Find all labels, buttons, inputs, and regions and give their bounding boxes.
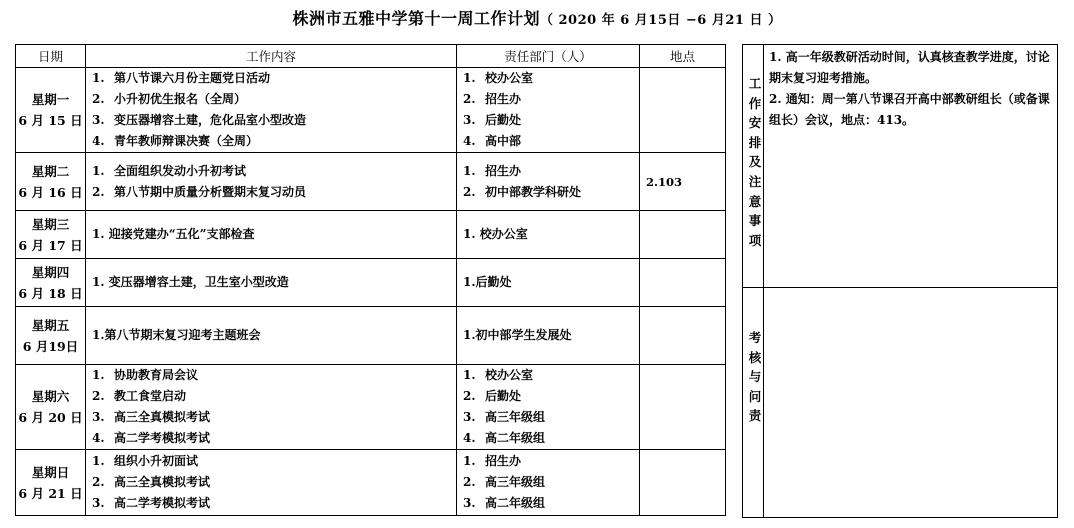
item-text: 第八节课六月份主题党日活动 bbox=[114, 71, 271, 85]
dept-item bbox=[463, 493, 639, 514]
header-dept: 责任部门（人） bbox=[457, 45, 640, 68]
dept-item bbox=[463, 428, 639, 449]
day-cell bbox=[16, 365, 86, 450]
dept-cell bbox=[457, 307, 640, 365]
side-note: 2. 通知：周一第八节课召开高中部教研组长（或备课组长）会议，地点：413。 bbox=[769, 92, 1050, 127]
table-row bbox=[16, 365, 726, 450]
item-number: 4. bbox=[463, 431, 476, 445]
item-text: 1. 迎接党建办“五化”支部检查 bbox=[92, 227, 255, 241]
day-date: 6 月 21 日 bbox=[18, 485, 83, 501]
item-number: 1. bbox=[463, 71, 476, 85]
dept-item bbox=[463, 272, 639, 293]
page-title bbox=[0, 6, 1074, 29]
task-item bbox=[92, 386, 456, 407]
task-item bbox=[92, 89, 456, 110]
day-cell bbox=[16, 259, 86, 307]
table-row bbox=[16, 211, 726, 259]
item-number: 1. bbox=[92, 454, 105, 468]
dept-item bbox=[463, 407, 639, 428]
task-item bbox=[92, 110, 456, 131]
task-item bbox=[92, 407, 456, 428]
item-number: 1. bbox=[92, 368, 105, 382]
day-cell bbox=[16, 307, 86, 365]
dept-cell bbox=[457, 153, 640, 211]
task-item bbox=[92, 493, 456, 514]
item-text: 高三全真模拟考试 bbox=[114, 410, 211, 424]
side-review-cell bbox=[763, 287, 1058, 518]
task-cell bbox=[86, 450, 457, 516]
day-cell bbox=[16, 153, 86, 211]
table-row bbox=[16, 153, 726, 211]
item-number: 2. bbox=[92, 475, 105, 489]
place-cell bbox=[640, 68, 726, 153]
task-item bbox=[92, 428, 456, 449]
item-number: 3. bbox=[463, 496, 476, 510]
task-cell bbox=[86, 211, 457, 259]
item-text: 招生办 bbox=[485, 163, 522, 178]
task-item bbox=[92, 131, 456, 152]
task-item bbox=[92, 272, 456, 293]
item-text: 1. 变压器增容土建，卫生室小型改造 bbox=[92, 275, 289, 289]
item-text: 高三年级组 bbox=[485, 410, 546, 424]
dept-cell bbox=[457, 68, 640, 153]
task-item bbox=[92, 451, 456, 472]
dept-item bbox=[463, 451, 639, 472]
day-name: 星期二 bbox=[31, 163, 70, 179]
task-item bbox=[92, 161, 456, 182]
item-number: 2. bbox=[463, 475, 476, 489]
table-row bbox=[16, 259, 726, 307]
day-date: 6 月 16 日 bbox=[18, 184, 83, 200]
dept-item bbox=[463, 182, 639, 203]
title-main: 株洲市五雅中学第十一周工作计划 bbox=[292, 9, 540, 28]
side-note: 1. 高一年级教研活动时间，认真核查教学进度，讨论期末复习迎考措施。 bbox=[769, 50, 1050, 85]
item-text: 协助教育局会议 bbox=[114, 368, 199, 382]
side-label-top: 工作安排及注意事项 bbox=[748, 76, 762, 248]
task-cell bbox=[86, 365, 457, 450]
item-text: 高二学考模拟考试 bbox=[114, 431, 211, 445]
dept-item bbox=[463, 224, 639, 245]
item-number: 2. bbox=[463, 389, 476, 403]
item-text: 第八节期中质量分析暨期末复习动员 bbox=[114, 184, 307, 199]
task-cell bbox=[86, 68, 457, 153]
day-name: 星期三 bbox=[31, 216, 70, 232]
place-cell bbox=[640, 450, 726, 516]
item-text: 变压器增容土建，危化品室小型改造 bbox=[114, 113, 307, 127]
item-text: 后勤处 bbox=[485, 389, 522, 403]
item-text: 高中部 bbox=[485, 134, 522, 148]
task-cell bbox=[86, 259, 457, 307]
place-cell bbox=[640, 211, 726, 259]
item-text: 组织小升初面试 bbox=[114, 454, 199, 468]
task-cell bbox=[86, 153, 457, 211]
item-number: 2. bbox=[463, 92, 476, 106]
day-name: 星期六 bbox=[31, 389, 70, 404]
header-row bbox=[16, 45, 726, 68]
dept-item bbox=[463, 386, 639, 407]
item-number: 4. bbox=[463, 134, 476, 148]
item-number: 4. bbox=[92, 431, 105, 445]
day-cell bbox=[16, 450, 86, 516]
title-dates: （ 2020 年 6 月15日 −6 月21 日 ） bbox=[539, 13, 782, 28]
item-text: 招生办 bbox=[485, 92, 522, 106]
item-text: 校办公室 bbox=[485, 368, 534, 382]
header-content: 工作内容 bbox=[86, 45, 457, 68]
dept-item bbox=[463, 472, 639, 493]
item-text: 高二年级组 bbox=[485, 496, 546, 510]
item-number: 3. bbox=[92, 113, 105, 127]
item-number: 3. bbox=[463, 410, 476, 424]
item-number: 2. bbox=[92, 389, 105, 403]
side-label-bottom: 考核与问责 bbox=[748, 330, 762, 424]
item-number: 3. bbox=[92, 410, 105, 424]
item-number: 1. bbox=[463, 163, 476, 178]
day-date: 6 月 17 日 bbox=[18, 237, 83, 253]
task-item bbox=[92, 325, 456, 346]
item-text: 教工食堂启动 bbox=[114, 389, 187, 403]
table-row bbox=[16, 307, 726, 365]
place-cell bbox=[640, 307, 726, 365]
day-name: 星期日 bbox=[31, 464, 70, 480]
table-row bbox=[16, 450, 726, 516]
item-text: 1.第八节期末复习迎考主题班会 bbox=[92, 328, 261, 342]
schedule-table bbox=[15, 44, 726, 516]
table-row bbox=[16, 68, 726, 153]
item-number: 3. bbox=[463, 113, 476, 127]
day-date: 6 月 15 日 bbox=[18, 113, 83, 128]
item-text: 高二学考模拟考试 bbox=[114, 496, 211, 510]
item-number: 3. bbox=[92, 496, 105, 510]
place-cell: 2.103 bbox=[640, 153, 726, 211]
header-date: 日期 bbox=[16, 45, 86, 68]
item-text: 高三全真模拟考试 bbox=[114, 475, 211, 489]
item-text: 高二年级组 bbox=[485, 431, 546, 445]
item-text: 全面组织发动小升初考试 bbox=[114, 163, 247, 178]
day-date: 6 月 18 日 bbox=[18, 285, 83, 301]
day-date: 6 月 20 日 bbox=[18, 410, 83, 425]
item-number: 2. bbox=[92, 92, 105, 106]
dept-item bbox=[463, 365, 639, 386]
day-name: 星期四 bbox=[31, 264, 70, 280]
item-text: 初中部教学科研处 bbox=[485, 184, 582, 199]
task-item bbox=[92, 224, 456, 245]
side-panel bbox=[742, 44, 1058, 518]
task-item bbox=[92, 182, 456, 203]
dept-cell bbox=[457, 365, 640, 450]
item-text: 1.初中部学生发展处 bbox=[463, 328, 572, 342]
task-item bbox=[92, 472, 456, 493]
dept-item bbox=[463, 89, 639, 110]
dept-item bbox=[463, 110, 639, 131]
header-place: 地点 bbox=[640, 45, 726, 68]
item-text: 高三年级组 bbox=[485, 475, 546, 489]
side-notes bbox=[769, 47, 1053, 131]
task-cell bbox=[86, 307, 457, 365]
item-number: 1. bbox=[92, 163, 105, 178]
day-name: 星期五 bbox=[31, 317, 70, 333]
dept-item bbox=[463, 131, 639, 152]
item-number: 1. bbox=[463, 454, 476, 468]
item-text: 后勤处 bbox=[485, 113, 522, 127]
dept-cell bbox=[457, 450, 640, 516]
item-number: 4. bbox=[92, 134, 105, 148]
item-number: 2. bbox=[92, 184, 105, 199]
item-text: 青年教师辩课决赛（全周） bbox=[114, 134, 259, 148]
dept-cell bbox=[457, 211, 640, 259]
task-item bbox=[92, 68, 456, 89]
item-number: 2. bbox=[463, 184, 476, 199]
dept-cell bbox=[457, 259, 640, 307]
item-text: 招生办 bbox=[485, 454, 522, 468]
item-number: 1. bbox=[92, 71, 105, 85]
place-cell bbox=[640, 365, 726, 450]
item-number: 1. bbox=[463, 368, 476, 382]
place-cell bbox=[640, 259, 726, 307]
day-cell bbox=[16, 211, 86, 259]
day-cell bbox=[16, 68, 86, 153]
day-name: 星期一 bbox=[31, 92, 70, 107]
item-text: 小升初优生报名（全周） bbox=[114, 92, 247, 106]
dept-item bbox=[463, 325, 639, 346]
item-text: 1. 校办公室 bbox=[463, 227, 528, 241]
item-text: 校办公室 bbox=[485, 71, 534, 85]
day-date: 6 月19日 bbox=[22, 338, 79, 354]
dept-item bbox=[463, 161, 639, 182]
dept-item bbox=[463, 68, 639, 89]
task-item bbox=[92, 365, 456, 386]
item-text: 1.后勤处 bbox=[463, 275, 512, 289]
